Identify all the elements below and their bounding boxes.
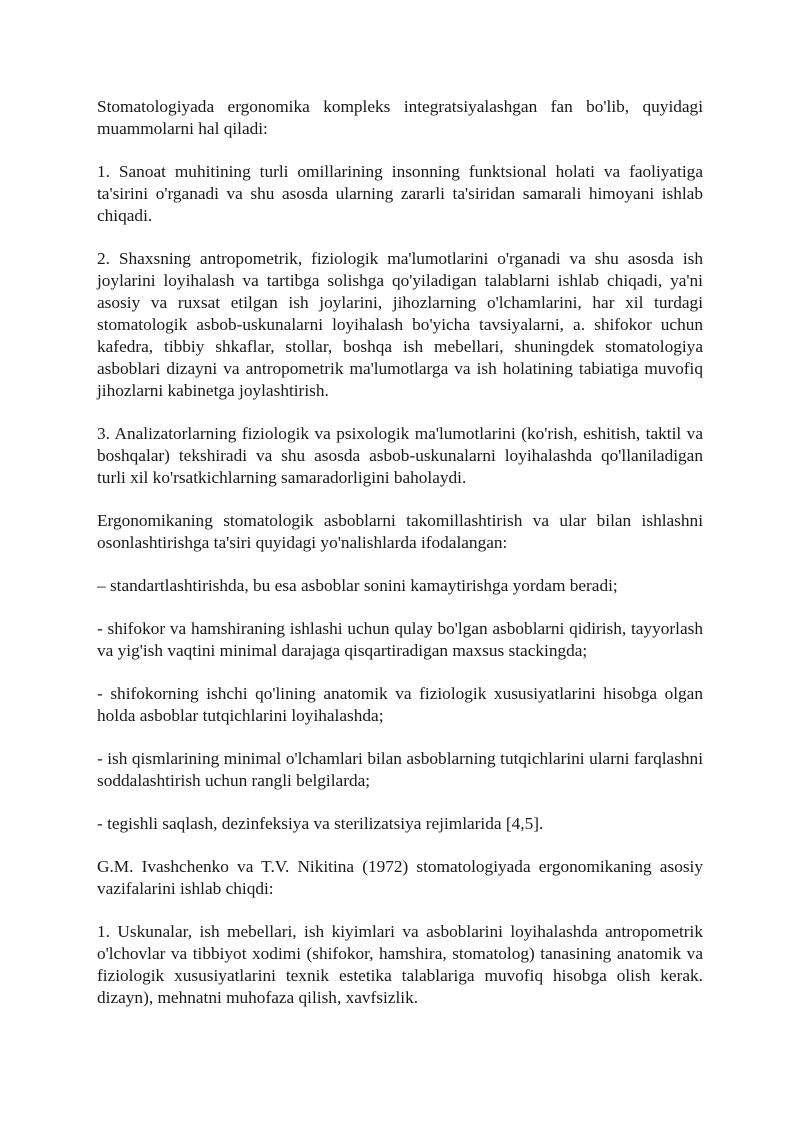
task-2-paragraph: 2. Shaxsning antropometrik, fiziologik ma'lumotlarini o'rganadi va shu asosda ish joylarini loyihalash va tartibga solishga qo'yiladigan talablarni ishlab chiqadi, ya'ni asosiy va ruxsat etilgan ish joylarini, jihozlarning o'lchamlarini, har xil turdagi stomatologik asbob-uskunalarni loyihalash bo'yicha tavsiyalarni, a. shifokor uchun kafedra, tibbiy shkaflar, stollar, boshqa ish mebellari, shuningdek stomatologiya asboblari dizayni va antropometrik ma'lumotlarga va ish holatining tabiatiga muvofiq jihozlarni kabinetga joylashtirish.	[97, 249, 703, 400]
list-item-color-marks: - ish qismlarining minimal o'lchamlari bilan asboblarning tutqichlarini ularni farqlashni soddalashtirish uchun rangli belgilarda;	[97, 749, 703, 790]
task-1-paragraph: 1. Sanoat muhitining turli omillarining insonning funktsional holati va faoliyatiga ta'sirini o'rganadi va shu asosda ularning zararli ta'siridan samarali himoyani ishlab chiqadi.	[97, 162, 703, 225]
intro-paragraph: Stomatologiyada ergonomika kompleks integratsiyalashgan fan bo'lib, quyidagi muammolarni hal qiladi:	[97, 97, 703, 138]
list-item-handles: - shifokorning ishchi qo'lining anatomik va fiziologik xususiyatlarini hisobga olgan holda asboblar tutqichlarini loyihalashda;	[97, 684, 703, 725]
list-item-standardization: – standartlashtirishda, bu esa asboblar sonini kamaytirishga yordam beradi;	[97, 576, 618, 595]
list-item-sterilization: - tegishli saqlash, dezinfeksiya va sterilizatsiya rejimlarida [4,5].	[97, 814, 544, 833]
document-page	[97, 96, 703, 1009]
influence-intro-paragraph: Ergonomikaning stomatologik asboblarni takomillashtirish va ular bilan ishlashni osonlashtirishga ta'siri quyidagi yo'nalishlarda ifodalangan:	[97, 511, 703, 552]
list-item-stacking: - shifokor va hamshiraning ishlashi uchun qulay bo'lgan asboblarni qidirish, tayyorlash va yig'ish vaqtini minimal darajaga qisqartiradigan maxsus stackingda;	[97, 619, 703, 660]
task-3-paragraph: 3. Analizatorlarning fiziologik va psixologik ma'lumotlarini (ko'rish, eshitish, taktil va boshqalar) tekshiradi va shu asosda asbob-uskunalarni loyihalashda qo'llaniladigan turli xil ko'rsatkichlarning samaradorligini baholaydi.	[97, 424, 703, 487]
authors-paragraph: G.M. Ivashchenko va T.V. Nikitina (1972) stomatologiyada ergonomikaning asosiy vazifalarini ishlab chiqdi:	[97, 857, 703, 898]
ergonomics-task-1-paragraph: 1. Uskunalar, ish mebellari, ish kiyimlari va asboblarini loyihalashda antropometrik o'lchovlar va tibbiyot xodimi (shifokor, hamshira, stomatolog) tanasining anatomik va fiziologik xususiyatlarini texnik estetika talablariga muvofiq hisobga olish kerak. dizayn), mehnatni muhofaza qilish, xavfsizlik.	[97, 922, 703, 1007]
